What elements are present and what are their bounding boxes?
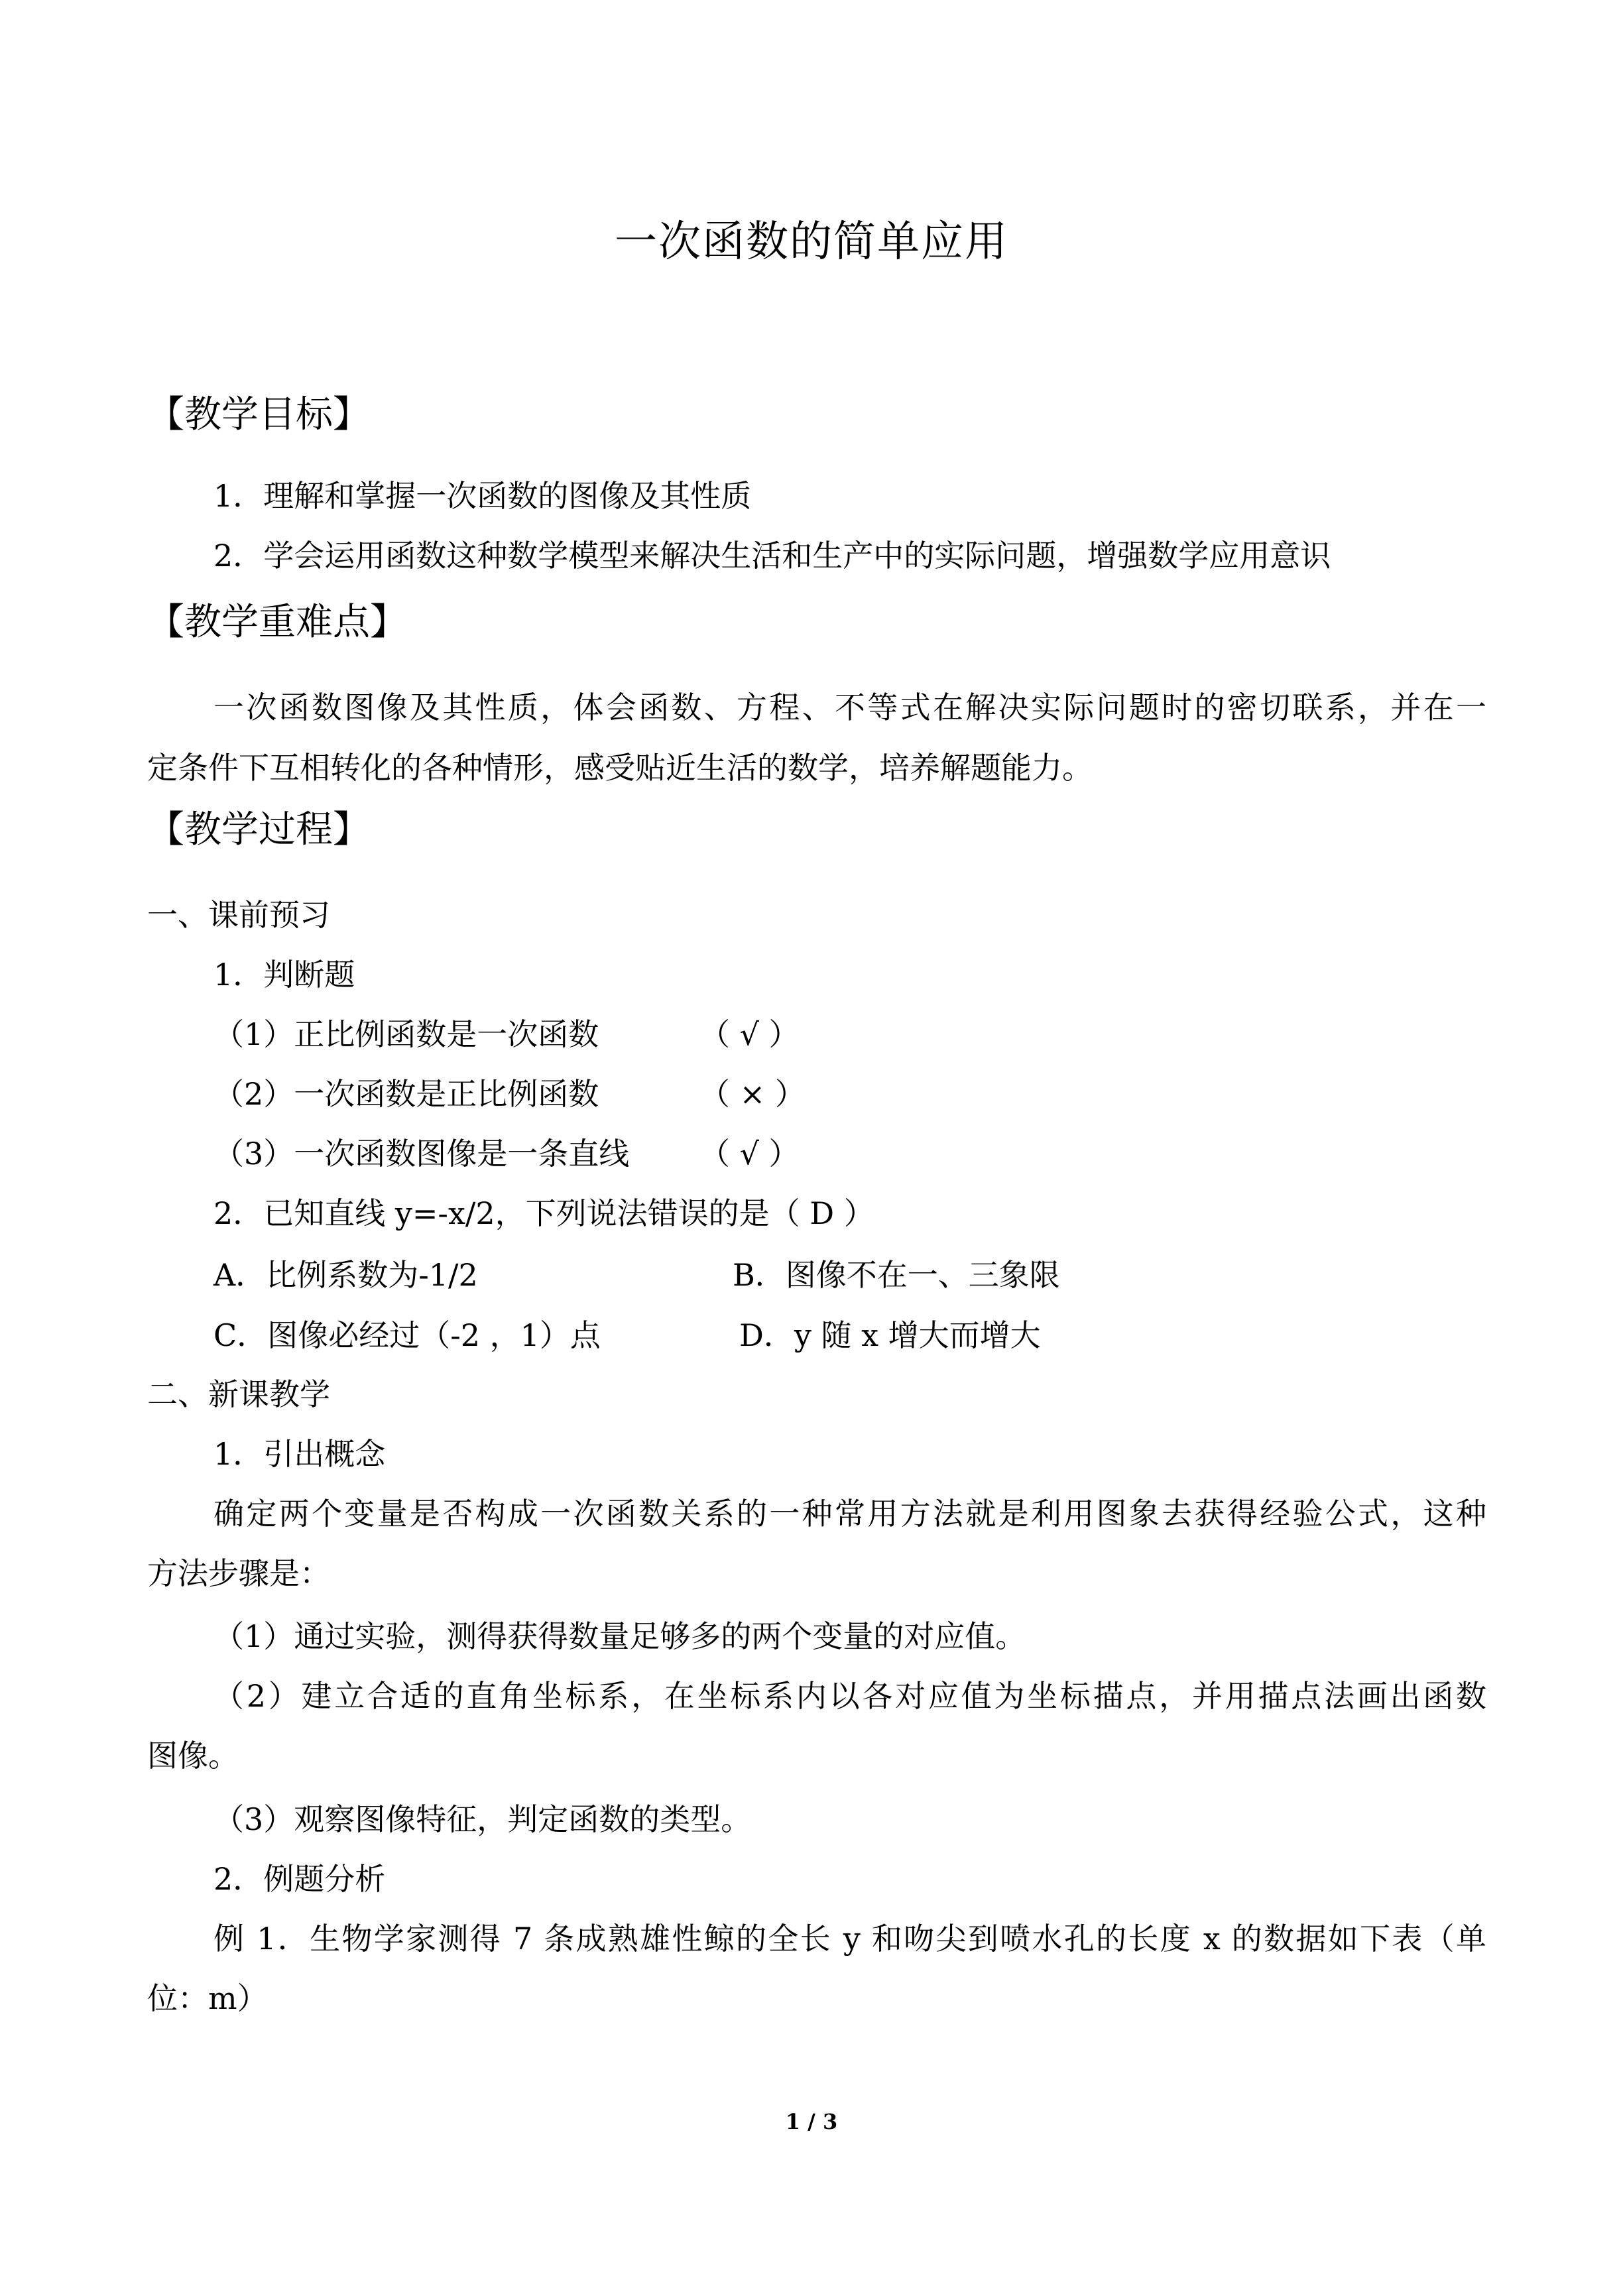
example-1-line-1: 例 1．生物学家测得 7 条成熟雄性鲸的全长 y 和吻尖到喷水孔的长度 x 的数据如下表（单 — [213, 1921, 1486, 1957]
concept-paragraph-line-1: 确定两个变量是否构成一次函数关系的一种常用方法就是利用图象去获得经验公式，这种 — [213, 1496, 1486, 1532]
key-points-paragraph-line-1: 一次函数图像及其性质，体会函数、方程、不等式在解决实际问题时的密切联系，并在一 — [213, 690, 1486, 725]
objectives-heading: 【教学目标】 — [147, 393, 370, 436]
step-2-line-2: 图像。 — [147, 1738, 239, 1774]
objective-item-2: 2．学会运用函数这种数学模型来解决生活和生产中的实际问题，增强数学应用意识 — [213, 538, 1331, 574]
step-1: （1）通过实验，测得获得数量足够多的两个变量的对应值。 — [213, 1618, 1026, 1654]
judgment-statement-3: （3）一次函数图像是一条直线 — [213, 1136, 630, 1172]
key-points-heading: 【教学重难点】 — [147, 601, 407, 644]
page-number: 1 / 3 — [785, 2109, 838, 2134]
option-b: B．图像不在一、三象限 — [733, 1257, 1060, 1293]
question-1-label: 1．判断题 — [213, 957, 355, 993]
step-2-line-1: （2）建立合适的直角坐标系，在坐标系内以各对应值为坐标描点，并用描点法画出函数 — [213, 1678, 1486, 1714]
judgment-statement-2: （2）一次函数是正比例函数 — [213, 1076, 599, 1112]
step-3: （3）观察图像特征，判定函数的类型。 — [213, 1801, 752, 1837]
section-1-heading: 一、课前预习 — [147, 897, 330, 933]
option-d: D．y 随 x 增大而增大 — [739, 1317, 1041, 1353]
question-2-stem: 2．已知直线 y=-x/2，下列说法错误的是（ D ） — [213, 1195, 874, 1231]
judgment-statement-1: （1）正比例函数是一次函数 — [213, 1016, 599, 1052]
process-heading: 【教学过程】 — [147, 808, 370, 851]
concept-paragraph-line-2: 方法步骤是： — [147, 1555, 330, 1591]
judgment-answer-2: （ × ） — [699, 1076, 806, 1112]
example-1-line-2: 位：m） — [147, 1980, 268, 2016]
objective-item-1: 1．理解和掌握一次函数的图像及其性质 — [213, 478, 752, 514]
key-points-paragraph-line-2: 定条件下互相转化的各种情形，感受贴近生活的数学，培养解题能力。 — [147, 750, 1093, 786]
option-a: A．比例系数为-1/2 — [213, 1257, 478, 1293]
option-c: C．图像必经过（-2 ，1）点 — [213, 1317, 601, 1353]
subsection-1-heading: 1．引出概念 — [213, 1436, 386, 1472]
judgment-answer-1: （ √ ） — [699, 1016, 800, 1052]
page-title: 一次函数的简单应用 — [615, 217, 1008, 267]
section-2-heading: 二、新课教学 — [147, 1376, 330, 1412]
subsection-2-heading: 2．例题分析 — [213, 1861, 386, 1897]
judgment-answer-3: （ √ ） — [699, 1136, 800, 1172]
